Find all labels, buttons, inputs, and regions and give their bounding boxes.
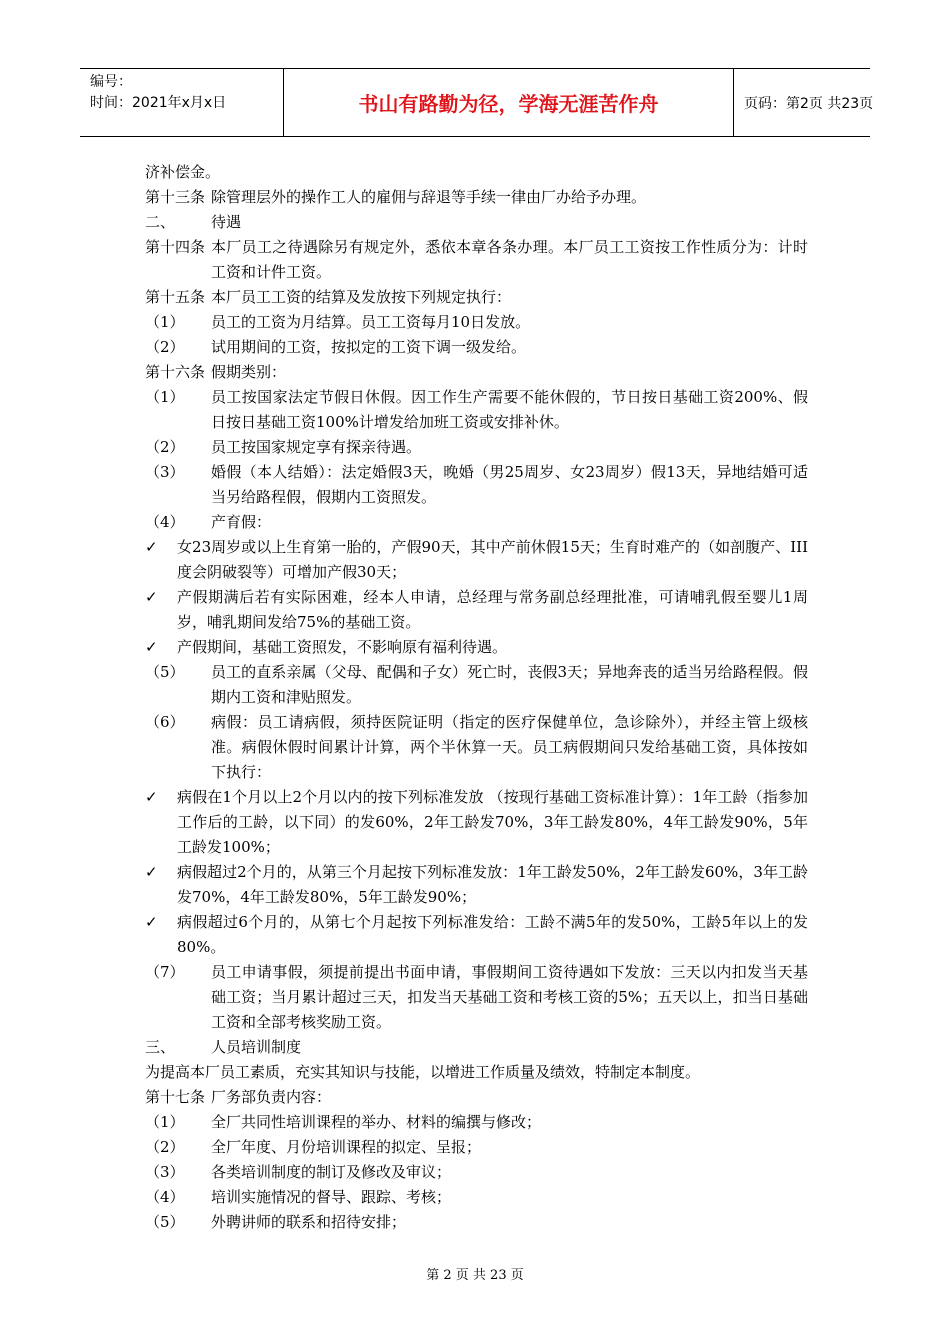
paragraph-text: 外聘讲师的联系和招待安排；	[211, 1213, 407, 1231]
header-motto: 书山有路勤为径，学海无涯苦作舟	[284, 69, 734, 136]
document-body	[145, 160, 808, 1235]
document-header	[80, 68, 874, 137]
paragraph-text: 除管理层外的操作工人的雇佣与辞退等手续一律由厂办给予办理。	[211, 188, 647, 206]
document-number-label: 编号：	[90, 74, 132, 90]
article-label: 第十四条	[145, 238, 206, 256]
item-label: （5）	[145, 663, 185, 681]
paragraph-text: 员工的直系亲属（父母、配偶和子女）死亡时，丧假3天；异地奔丧的适当另给路程假。假期内工资和津贴照发。	[211, 663, 808, 706]
paragraph	[145, 1210, 808, 1235]
checkmark-icon: ✓	[145, 538, 158, 556]
checkmark-icon: ✓	[145, 863, 158, 881]
paragraph-text: 婚假（本人结婚）：法定婚假3天，晚婚（男25周岁、女23周岁）假13天，异地结婚可适当另给路程假，假期内工资照发。	[211, 463, 808, 506]
paragraph	[145, 1035, 808, 1060]
item-label: （5）	[145, 1213, 185, 1231]
paragraph	[145, 235, 808, 285]
item-label: （4）	[145, 513, 185, 531]
paragraph-text: 病假超过6个月的，从第七个月起按下列标准发给：工龄不满5年的发50%，工龄5年以上的发80%。	[177, 913, 808, 956]
paragraph	[145, 635, 808, 660]
paragraph-text: 培训实施情况的督导、跟踪、考核；	[211, 1188, 452, 1206]
article-label: 第十五条	[145, 288, 206, 306]
paragraph-text: 全厂年度、月份培训课程的拟定、呈报；	[211, 1138, 482, 1156]
paragraph	[145, 1110, 808, 1135]
item-label: （1）	[145, 313, 185, 331]
checkmark-icon: ✓	[145, 638, 158, 656]
paragraph	[145, 860, 808, 910]
item-label: （3）	[145, 1163, 185, 1181]
paragraph	[145, 710, 808, 785]
item-label: 二、	[145, 213, 176, 231]
paragraph-text: 员工申请事假，须提前提出书面申请，事假期间工资待遇如下发放：三天以内扣发当天基础工资；当月累计超过三天，扣发当天基础工资和考核工资的5%；五天以上，扣当日基础工资和全部考核奖励工资。	[211, 963, 808, 1031]
paragraph	[145, 785, 808, 860]
paragraph	[145, 1185, 808, 1210]
item-label: （2）	[145, 338, 185, 356]
paragraph-text: 员工按国家法定节假日休假。因工作生产需要不能休假的，节日按日基础工资200%、假日按日基础工资100%计增发给加班工资或安排补休。	[211, 388, 808, 431]
item-label: （6）	[145, 713, 185, 731]
paragraph	[145, 1135, 808, 1160]
paragraph-text: 本厂员工工资的结算及发放按下列规定执行：	[211, 288, 512, 306]
paragraph-text: 病假超过2个月的，从第三个月起按下列标准发放：1年工龄发50%，2年工龄发60%，3年工龄发70%，4年工龄发80%，5年工龄发90%；	[177, 863, 808, 906]
paragraph	[145, 160, 808, 185]
item-label: 三、	[145, 1038, 176, 1056]
paragraph	[145, 1060, 808, 1085]
paragraph	[145, 960, 808, 1035]
paragraph-text: 厂务部负责内容：	[211, 1088, 332, 1106]
paragraph-text: 全厂共同性培训课程的举办、材料的编撰与修改；	[211, 1113, 542, 1131]
item-label: （7）	[145, 963, 185, 981]
paragraph	[145, 660, 808, 710]
paragraph	[145, 385, 808, 435]
paragraph	[145, 1160, 808, 1185]
item-label: （2）	[145, 438, 185, 456]
paragraph-text: 试用期间的工资，按拟定的工资下调一级发给。	[211, 338, 527, 356]
paragraph	[145, 310, 808, 335]
paragraph-text: 员工按国家规定享有探亲待遇。	[211, 438, 422, 456]
checkmark-icon: ✓	[145, 913, 158, 931]
item-label: （2）	[145, 1138, 185, 1156]
checkmark-icon: ✓	[145, 788, 158, 806]
article-label: 第十六条	[145, 363, 206, 381]
paragraph	[145, 585, 808, 635]
item-label: （1）	[145, 388, 185, 406]
item-label: （3）	[145, 463, 185, 481]
document-date: 时间：2021年x月x日	[90, 95, 227, 111]
paragraph	[145, 360, 808, 385]
article-label: 第十三条	[145, 188, 206, 206]
page-footer: 第 2 页 共 23 页	[426, 1268, 524, 1283]
paragraph-text: 人员培训制度	[211, 1038, 302, 1056]
paragraph	[145, 285, 808, 310]
paragraph	[145, 335, 808, 360]
article-label: 第十七条	[145, 1088, 206, 1106]
paragraph-text: 假期类别：	[211, 363, 287, 381]
paragraph	[145, 1085, 808, 1110]
paragraph-text: 员工的工资为月结算。员工工资每月10日发放。	[211, 313, 531, 331]
paragraph-text: 病假在1个月以上2个月以内的按下列标准发放 （按现行基础工资标准计算）：1年工龄（指参加工作后的工龄，以下同）的发60%，2年工龄发70%，3年工龄发80%，4年工龄发90%，5年工龄发100%；	[177, 788, 808, 856]
paragraph-text: 女23周岁或以上生育第一胎的，产假90天，其中产前休假15天；生育时难产的（如剖腹产、III度会阴破裂等）可增加产假30天；	[177, 538, 808, 581]
paragraph-text: 产假期间，基础工资照发，不影响原有福利待遇。	[177, 638, 508, 656]
paragraph-text: 为提高本厂员工素质，充实其知识与技能，以增进工作质量及绩效，特制定本制度。	[145, 1063, 701, 1081]
paragraph	[145, 185, 808, 210]
paragraph-text: 病假：员工请病假，须持医院证明（指定的医疗保健单位，急诊除外），并经主管上级核准。病假休假时间累计计算，两个半休算一天。员工病假期间只发给基础工资，具体按如下执行：	[211, 713, 808, 781]
paragraph	[145, 510, 808, 535]
paragraph-text: 济补偿金。	[145, 163, 221, 181]
checkmark-icon: ✓	[145, 588, 158, 606]
paragraph-text: 产假期满后若有实际困难，经本人申请，总经理与常务副总经理批准，可请哺乳假至婴儿1周岁，哺乳期间发给75%的基础工资。	[177, 588, 808, 631]
paragraph-text: 各类培训制度的制订及修改及审议；	[211, 1163, 452, 1181]
paragraph-text: 本厂员工之待遇除另有规定外，悉依本章各条办理。本厂员工工资按工作性质分为：计时工资和计件工资。	[211, 238, 808, 281]
paragraph	[145, 435, 808, 460]
paragraph	[145, 210, 808, 235]
header-page-info: 页码：第2页 共23页	[744, 95, 874, 112]
header-meta-cell	[80, 69, 284, 136]
paragraph-text: 产育假：	[211, 513, 272, 531]
paragraph	[145, 535, 808, 585]
item-label: （4）	[145, 1188, 185, 1206]
paragraph	[145, 460, 808, 510]
paragraph-text: 待遇	[211, 213, 242, 231]
item-label: （1）	[145, 1113, 185, 1131]
paragraph	[145, 910, 808, 960]
